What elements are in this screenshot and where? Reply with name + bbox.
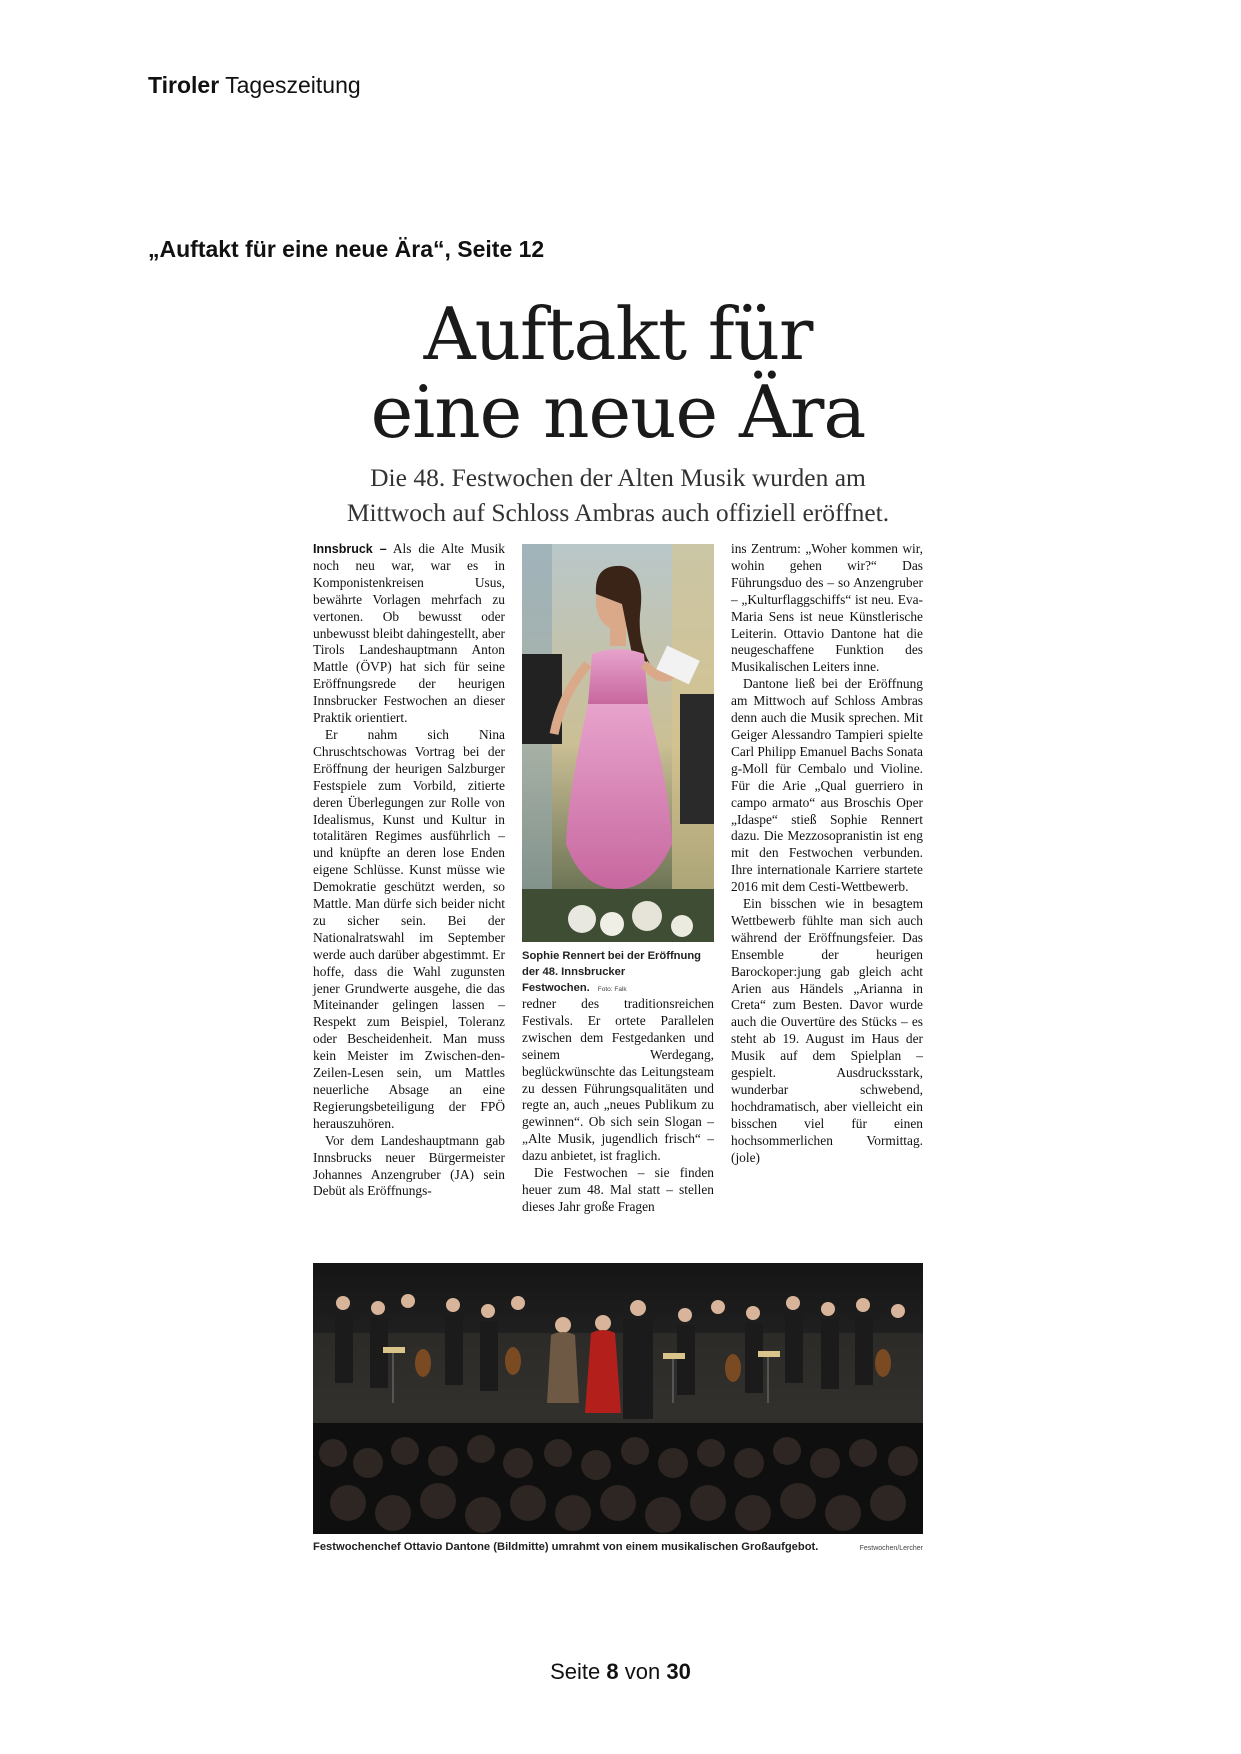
photo-caption: Festwochenchef Ottavio Dantone (Bildmitte) umrahmt von einem musikalischen Großaufgebot. Festwochen/Lercher bbox=[313, 1540, 923, 1554]
headline bbox=[300, 292, 936, 454]
paragraph: Dantone ließ bei der Eröffnung am Mittwoch auf Schloss Ambras denn auch die Musik sprechen. Mit Geiger Alessandro Tampieri spielte Carl Philipp Emanuel Bachs Sonata g-Moll für Cembalo und Violine. Für die Arie „Qual guerriero in campo armato“ aus Broschis Oper „Idaspe“ stieß Sophie Rennert dazu. Die Mezzosopranistin ist eng mit den Festwochen verbunden. Ihre internationale Karriere startete 2016 mit dem Cesti-Wettbewerb. bbox=[731, 676, 923, 895]
paragraph: Innsbruck – Als die Alte Musik noch neu war, war es in Komponistenkreisen Usus, bewährte Vorlagen mehrfach zu vertonen. Ob bewusst oder unbewusst bleibt dahingestellt, aber Tirols Landeshauptmann Anton Mattle (ÖVP) hat sich für seine Eröffnungsrede der heurigen Innsbrucker Festwochen an dieser Praktik orientiert. bbox=[313, 541, 505, 726]
paragraph: Er nahm sich Nina Chruschtschowas Vortrag bei der Eröffnung der heurigen Salzburger Festspiele zum Vorbild, zitierte deren Überlegungen zur Rolle von Idealismus, Kunst und Kultur in totalitären Regimes ausführlich – und knüpfte an deren lose Enden eigene Schlüsse. Kunst müsse wie Demokratie geschützt werden, so Mattle. Man dürfe sich beider nicht zu sicher sein. Bei der Nationalratswahl im September werde auch darüber abgestimmt. Er hoffe, dass die Wahl zugunsten jener Grundwerte ausgehe, die das Miteinander gelingen lassen – Respekt zum Beispiel, Toleranz oder Bescheidenheit. Man muss kein Meister im Zwischen-den-Zeilen-Lesen sein, um Mattles neuerliche Absage an eine Regierungsbeteiligung der FPÖ herauszuhören. bbox=[313, 726, 505, 1131]
article-column-1 bbox=[313, 541, 505, 1200]
photo-caption: Sophie Rennert bei der Eröffnung der 48. Innsbrucker Festwochen. Foto: Falk bbox=[522, 950, 702, 994]
dateline: Innsbruck – bbox=[313, 542, 387, 556]
headline-line-1: Auftakt für bbox=[423, 292, 813, 376]
page-number: Seite 8 von 30 bbox=[550, 1659, 691, 1684]
paragraph: Ein bisschen wie in besagtem Wettbewerb fühlte man sich auch während der Eröffnungsfeier. Das Ensemble der heurigen Barockoper:jung gab gleich acht Arien aus Händels „Arianna in Creta“ zum Besten. Davor wurde auch die Ouvertüre des Stücks – es steht ab 19. August im Haus der Musik auf dem Spielplan – gespielt. Ausdrucksstark, wunderbar schwebend, hochdramatisch, aber vielleicht ein bisschen viel für einen hochsommerlichen Vormittag. (jole) bbox=[731, 896, 923, 1165]
article-column-3 bbox=[731, 541, 923, 1167]
subheadline-line-2: Mittwoch auf Schloss Ambras auch offiziell eröffnet. bbox=[346, 498, 890, 527]
subheadline-line-1: Die 48. Festwochen der Alten Musik wurden am bbox=[370, 463, 866, 492]
paragraph: Vor dem Landeshauptmann gab Innsbrucks neuer Bürgermeister Johannes Anzengruber (JA) sein Debüt als Eröffnungs- bbox=[313, 1132, 505, 1199]
paragraph: Die Festwochen – sie finden heuer zum 48. Mal statt – stellen dieses Jahr große Fragen bbox=[522, 1165, 714, 1214]
singer-photo bbox=[522, 544, 714, 942]
subheadline bbox=[300, 460, 936, 530]
concert-photo bbox=[313, 1263, 923, 1534]
photo-credit: Festwochen/Lercher bbox=[859, 1545, 923, 1552]
paragraph: redner des traditionsreichen Festivals. Er ortete Parallelen zwischen dem Festgedanken und seinem Werdegang, beglückwünschte das Leitungsteam zu dessen Führungsqualitäten und regte an, auch „neues Publikum zu gewinnen“. Ob sich sein Slogan – „Alte Musik, jugendlich frisch“ – dazu anbietet, ist fraglich. bbox=[522, 996, 714, 1164]
article-reference: „Auftakt für eine neue Ära“, Seite 12 bbox=[148, 236, 545, 262]
article-column-2 bbox=[522, 996, 714, 1216]
publication-name: Tiroler Tageszeitung bbox=[148, 72, 361, 98]
photo-credit: Foto: Falk bbox=[597, 986, 627, 993]
headline-line-2: eine neue Ära bbox=[370, 370, 866, 454]
paragraph: ins Zentrum: „Woher kommen wir, wohin gehen wir?“ Das Führungsduo des – so Anzengruber – „Kulturflaggschiffs“ ist neu. Eva-Maria Sens ist neue Künstlerische Leiterin. Ottavio Dantone hat die neugeschaffene Funktion des Musikalischen Leiters inne. bbox=[731, 541, 923, 675]
